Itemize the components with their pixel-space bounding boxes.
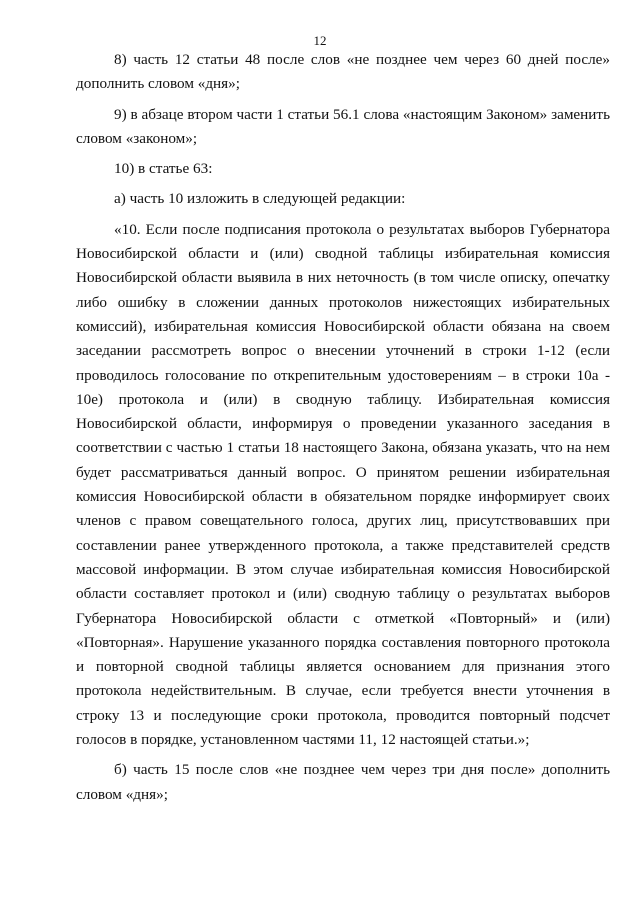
text-line: словом «законом»; (76, 129, 198, 147)
text-line: комиссия Новосибирской области в обязательном порядке информирует своих (76, 488, 610, 506)
text-line: будет рассматриваться данный вопрос. О принятом решении избирательная (76, 463, 610, 481)
text-line: членов с правом совещательного голоса, других лиц, присутствовавших при (76, 512, 610, 530)
text-line: 10е) протокола и (или) в сводную таблицу. Избирательная комиссия (76, 390, 610, 408)
text-line: б) часть 15 после слов «не позднее чем через три дня после» дополнить (114, 761, 610, 779)
text-line: «Повторная». Нарушение указанного порядка составления повторного протокола (76, 633, 610, 651)
text-line: «10. Если после подписания протокола о результатах выборов Губернатора (114, 220, 610, 238)
text-line: 9) в абзаце втором части 1 статьи 56.1 слова «настоящим Законом» заменить (114, 105, 610, 123)
page-number: 12 (313, 33, 327, 48)
text-line: комиссий), избирательная комиссия Новосибирской области обязана на своем (76, 317, 610, 335)
text-line: Губернатора Новосибирской области с отметкой «Повторный» и (или) (76, 609, 610, 627)
text-line: и повторной сводной таблицы является основанием для признания этого (76, 658, 610, 676)
text-line: протокола недействительным. В случае, если требуется внести уточнения в (76, 682, 610, 700)
text-line: заседании рассмотреть вопрос о внесении уточнений в строки 1-12 (если (76, 342, 610, 360)
text-line: либо ошибку в сложении данных протоколов нижестоящих избирательных (76, 293, 610, 311)
text-line: строку 13 и последующие сроки протокола, проводится повторный подсчет (76, 706, 610, 724)
text-line: Новосибирской области выявила в них неточность (в том числе описку, опечатку (76, 269, 610, 287)
text-line: 8) часть 12 статьи 48 после слов «не позднее чем через 60 дней после» (114, 51, 610, 68)
text-line: составлении ранее утвержденного протокола, а также представителей средств (76, 536, 610, 554)
text-line: соответствии с частью 1 статьи 18 настоящего Закона, обязана указать, что на нем (76, 439, 610, 457)
text-line: 10) в статье 63: (114, 160, 213, 178)
document-body (76, 48, 610, 807)
text-line: словом «дня»; (76, 785, 168, 803)
text-line: голосов в порядке, установленном частями 11, 12 настоящей статьи.»; (76, 731, 530, 749)
text-line: области составляет протокол и (или) сводную таблицу о результатах выборов (76, 585, 610, 603)
text-line: дополнить словом «дня»; (76, 75, 240, 93)
text-line: проводилось голосование по открепительным удостоверениям – в строки 10а - (76, 366, 610, 384)
text-line: массовой информации. В этом случае избирательная комиссия Новосибирской (76, 560, 610, 578)
text-line: Новосибирской области, информируя о проведении указанного заседания в (76, 415, 610, 433)
text-line: Новосибирской области и (или) сводной таблицы избирательная комиссия (76, 245, 610, 263)
text-line: а) часть 10 изложить в следующей редакции: (114, 190, 406, 208)
